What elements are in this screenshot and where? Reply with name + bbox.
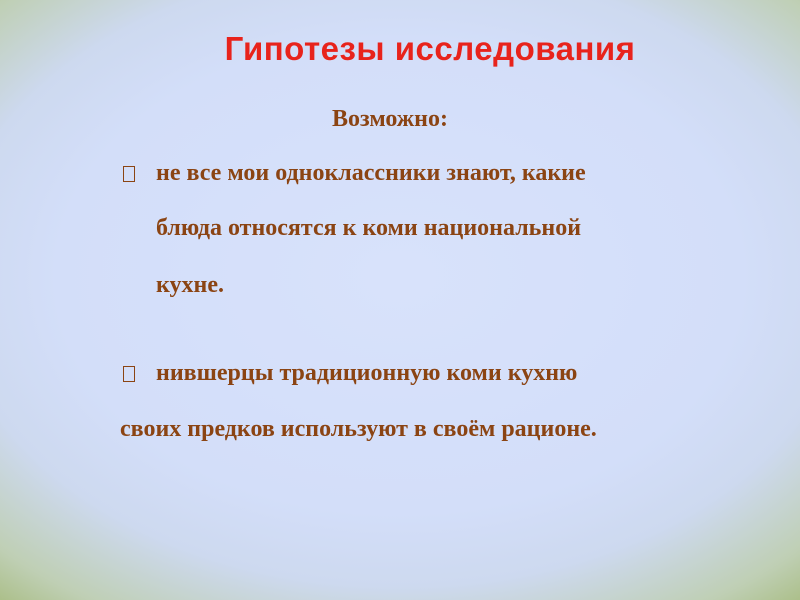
bullet-2-line-2: своих предков используют в своём рационе. <box>120 416 597 442</box>
slide-title: Гипотезы исследования <box>224 30 636 67</box>
bullet-2-line-1: нившерцы традиционную коми кухню <box>156 360 578 386</box>
slide-subtitle: Возможно: <box>332 106 448 132</box>
bullet-1-line-2: блюда относятся к коми национальной <box>156 215 582 241</box>
bullet-1-line-3: кухне. <box>156 272 224 298</box>
bullet-1-line-1: не все мои одноклассники знают, какие <box>156 160 586 186</box>
bullet-box-icon <box>123 366 135 382</box>
bullet-box-icon <box>123 166 135 182</box>
